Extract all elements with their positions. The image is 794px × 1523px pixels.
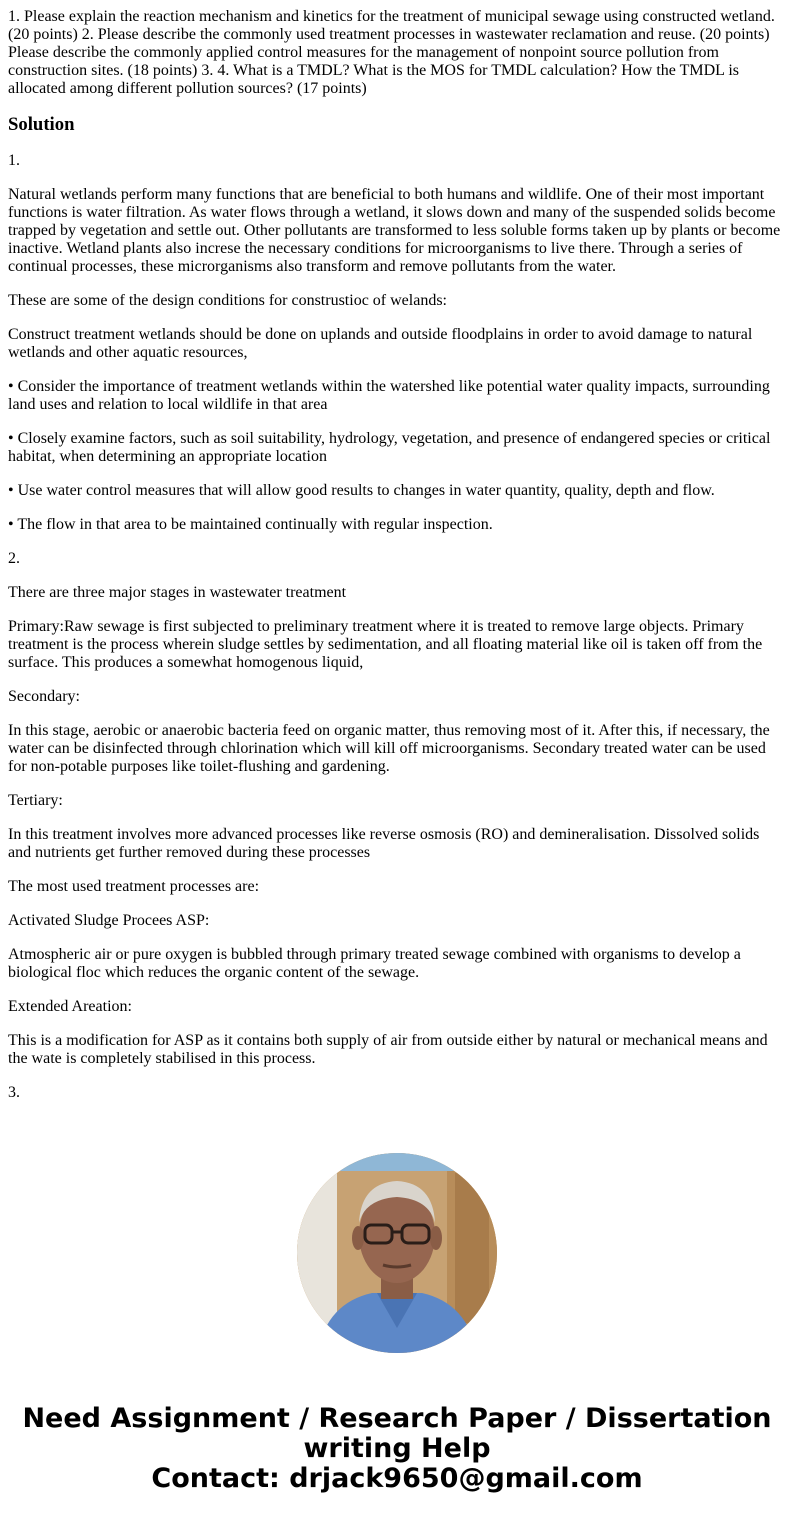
author-avatar [297, 1153, 497, 1353]
question-text: 1. Please explain the reaction mechanism and kinetics for the treatment of municipal sewage using constructed wetland. (20 points) 2. Please describe the commonly used treatment processes in wastewater reclamation and reuse. (20 points) Please describe the commonly applied control measures for the management of nonpoint source pollution from construction sites. (18 points) 3. 4. What is a TMDL? What is the MOS for TMDL calculation? How the TMDL is allocated among different pollution sources? (17 points) [8, 8, 775, 97]
paragraph: In this treatment involves more advanced processes like reverse osmosis (RO) and demineralisation. Dissolved solids and nutrients get further removed during these processes [8, 826, 760, 861]
paragraph: Atmospheric air or pure oxygen is bubbled through primary treated sewage combined with organisms to develop a biological floc which reduces the organic content of the sewage. [8, 946, 741, 981]
paragraph: 2. [8, 550, 20, 567]
promo-line: writing Help [303, 1433, 491, 1464]
avatar-portrait [297, 1153, 497, 1353]
paragraph: Construct treatment wetlands should be done on uplands and outside floodplains in order to avoid damage to natural wetlands and other aquatic resources, [8, 326, 753, 361]
paragraph: Extended Areation: [8, 998, 132, 1015]
paragraph: Natural wetlands perform many functions that are beneficial to both humans and wildlife. One of their most important functions is water filtration. As water flows through a wetland, it slows down and many of the suspended solids become trapped by vegetation and settle out. Other pollutants are transformed to less soluble forms taken up by plants or become inactive. Wetland plants also increse the necessary conditions for microorganisms to live there. Through a series of continual processes, these microrganisms also transform and remove pollutants from the water. [8, 186, 781, 275]
paragraph: Tertiary: [8, 792, 63, 809]
paragraph: There are three major stages in wastewater treatment [8, 584, 347, 601]
promo-contact: Contact: drjack9650@gmail.com [151, 1463, 643, 1494]
paragraph: In this stage, aerobic or anaerobic bacteria feed on organic matter, thus removing most of it. After this, if necessary, the water can be disinfected through chlorination which will kill off microorganisms. Secondary treated water can be used for non-potable purposes like toilet-flushing and gardening. [8, 722, 770, 775]
promo-line: Need Assignment / Research Paper / Dissertation [22, 1403, 772, 1434]
bullet-item: • Consider the importance of treatment wetlands within the watershed like potential water quality impacts, surrounding land uses and relation to local wildlife in that area [8, 378, 770, 413]
bullet-item: • Use water control measures that will allow good results to changes in water quantity, quality, depth and flow. [8, 482, 715, 499]
solution-heading: Solution [8, 114, 75, 135]
paragraph: The most used treatment processes are: [8, 878, 260, 895]
paragraph: Primary:Raw sewage is first subjected to preliminary treatment where it is treated to remove large objects. Primary treatment is the process wherein sludge settles by sedimentation, and all floating material like oil is taken off from the surface. This produces a somewhat homogenous liquid, [8, 618, 763, 671]
bullet-item: • Closely examine factors, such as soil suitability, hydrology, vegetation, and presence of endangered species or critical habitat, when determining an appropriate location [8, 430, 771, 465]
paragraph: These are some of the design conditions for construstioc of welands: [8, 292, 447, 309]
document-body [8, 8, 784, 1118]
paragraph: Secondary: [8, 688, 80, 705]
paragraph: 3. [8, 1084, 20, 1101]
paragraph: 1. [8, 152, 20, 169]
paragraph: This is a modification for ASP as it contains both supply of air from outside either by natural or mechanical means and the wate is completely stabilised in this process. [8, 1032, 768, 1067]
promo-banner [0, 1404, 794, 1494]
bullet-item: • The flow in that area to be maintained continually with regular inspection. [8, 516, 493, 533]
paragraph: Activated Sludge Procees ASP: [8, 912, 210, 929]
